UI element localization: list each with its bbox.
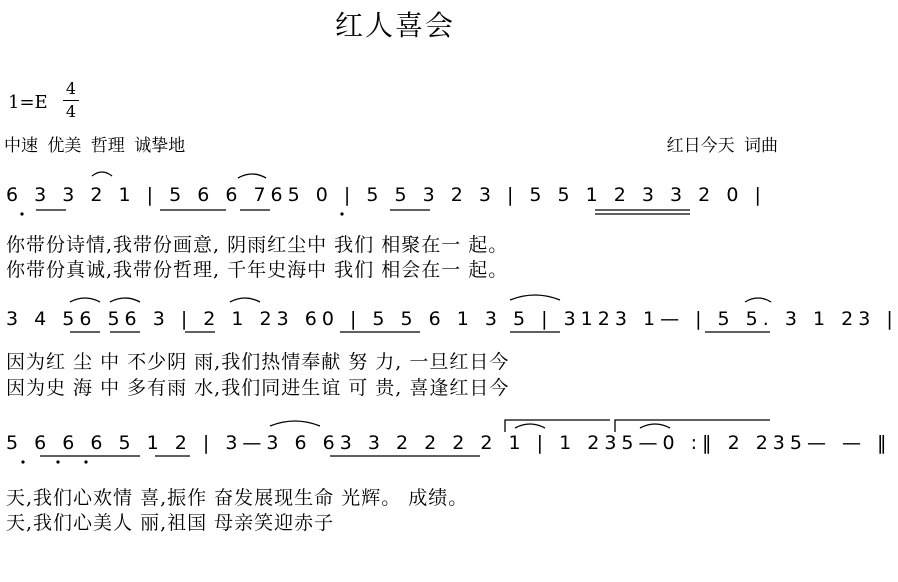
time-signature-bar [63, 100, 79, 101]
song-title: 红人喜会 [334, 9, 455, 42]
key-signature: 1=E [8, 92, 48, 113]
lyric-line-2a: 因为红 尘 中 不少阴 雨,我们热情奉献 努 力, 一旦红日今 [6, 351, 510, 373]
time-signature-top: 4 [65, 79, 77, 98]
lyric-line-3a: 天,我们心欢情 喜,振作 奋发展现生命 光辉。 成绩。 [6, 487, 469, 509]
time-signature-bottom: 4 [65, 102, 77, 121]
notation-line-1: 6 3 3 2 1 | 5 6 6 765 0 | 5 5 3 2 3 | 5 5 1 2 3 3 2 0 | [6, 184, 766, 206]
time-signature [62, 80, 80, 121]
lyric-line-2b: 因为史 海 中 多有雨 水,我们同进生谊 可 贵, 喜逢红日今 [6, 377, 510, 399]
lyric-line-1a: 你带份诗情,我带份画意, 阴雨红尘中 我们 相聚在一 起。 [6, 234, 509, 256]
notation-line-3: 5 6 6 6 5 1 2 | 3—3 6 63 3 2 2 2 2 1 | 1 235—0 :‖ 2 235— — ‖ [6, 432, 892, 454]
lyric-line-3b: 天,我们心美人 丽,祖国 母亲笑迎赤子 [6, 512, 335, 534]
tempo-marking: 中速 优美 哲理 诚挚地 [4, 136, 186, 156]
notation-line-2: 3 4 56 56 3 | 2 1 23 60 | 5 5 6 1 3 5 | 3123 1— | 5 5. 3 1 23 | [6, 308, 898, 330]
lyric-line-1b: 你带份真诚,我带份哲理, 千年史海中 我们 相会在一 起。 [6, 259, 509, 281]
credit-line: 红日今天 词曲 [666, 136, 778, 156]
